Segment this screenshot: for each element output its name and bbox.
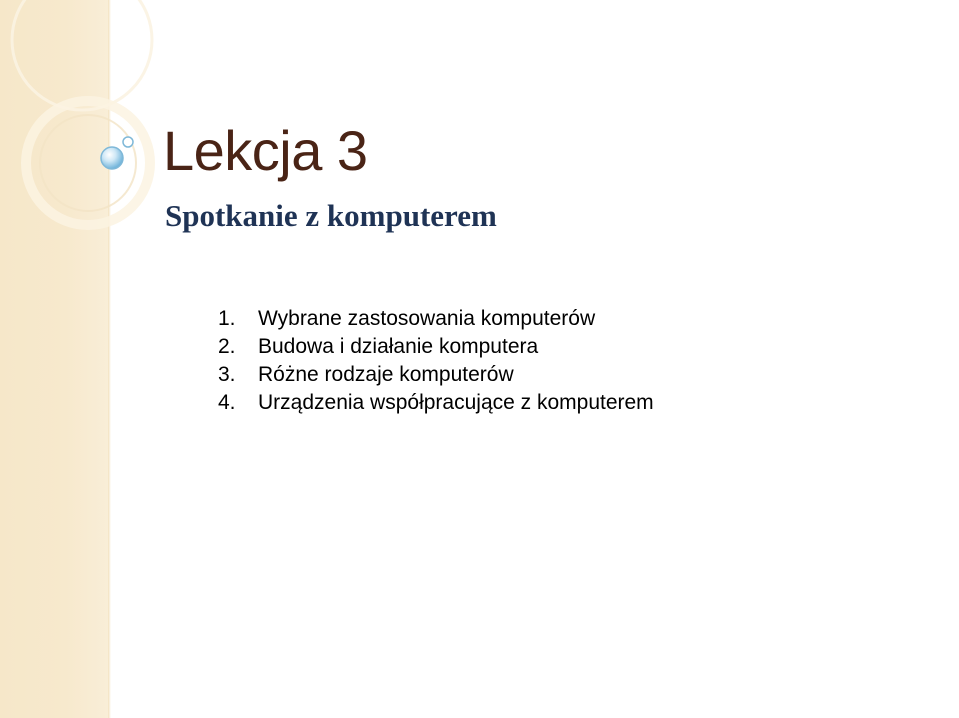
agenda-item-number: 2. xyxy=(218,335,236,358)
agenda-item-number: 4. xyxy=(218,391,236,414)
agenda-item xyxy=(218,361,654,389)
agenda-item xyxy=(218,389,654,417)
agenda-item-text: Urządzenia współpracujące z komputerem xyxy=(258,391,654,414)
medium-ring-icon xyxy=(26,101,150,225)
agenda-item-text: Budowa i działanie komputera xyxy=(258,335,539,358)
decorative-bubbles-icon xyxy=(0,0,160,300)
agenda-list xyxy=(218,305,654,417)
slide-title: Lekcja 3 xyxy=(163,119,368,182)
agenda-item-number: 3. xyxy=(218,363,236,386)
agenda-item-text: Różne rodzaje komputerów xyxy=(258,363,514,386)
bubble-small-icon xyxy=(123,137,133,147)
slide-subtitle: Spotkanie z komputerem xyxy=(165,198,497,233)
agenda-item xyxy=(218,305,654,333)
agenda-item-text: Wybrane zastosowania komputerów xyxy=(258,307,596,330)
agenda-item-number: 1. xyxy=(218,307,236,330)
agenda-item xyxy=(218,333,654,361)
large-ring-icon xyxy=(12,0,152,110)
bubble-large-icon xyxy=(101,147,123,169)
